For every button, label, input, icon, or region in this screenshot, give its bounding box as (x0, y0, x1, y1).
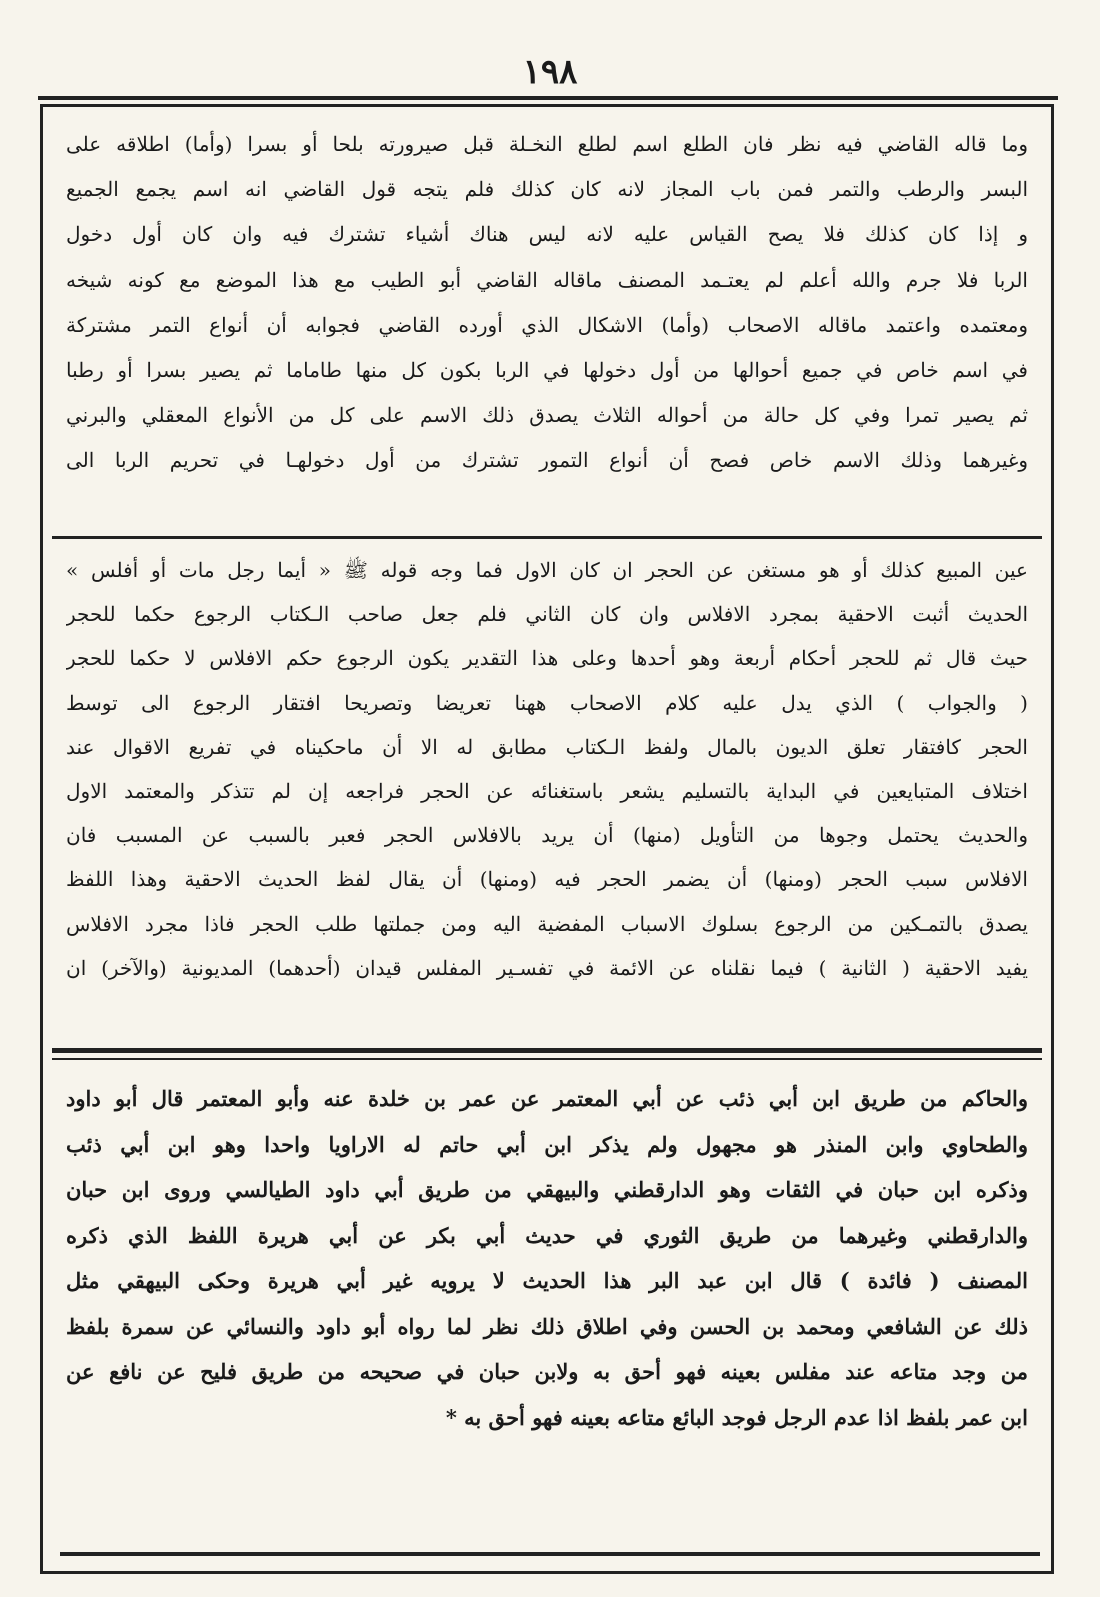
text-line: المصنف ( فائدة ) قال ابن عبد البر هذا الحديث لا يرويه غير أبي هريرة وحكى البيهقي مثل (66, 1268, 1028, 1293)
text-line: الربا فلا جرم والله أعلم لم يعتـمد المصنف ماقاله القاضي أبو الطيب مع هذا الموضع مع كونه شيخه (66, 267, 1028, 292)
page-number-text: ١٩٨ (522, 52, 578, 92)
text-line: من وجد متاعه عند مفلس بعينه فهو أحق به ولابن حبان في صحيحه من طريق فليح عن نافع عن (66, 1359, 1028, 1384)
text-line: وما قاله القاضي فيه نظر فان الطلع اسم لطلع النخـلة قبل صيرورته بلحا أو بسرا (وأما) اطلاقه على (66, 132, 1028, 156)
text-line: الحديث أثبت الاحقية بمجرد الافلاس وان كان الثاني فلم جعل صاحب الـكتاب الرجوع حكما للحجر (66, 602, 1028, 627)
text-line: وذكره ابن حبان في الثقات وهو الدارقطني والبيهقي من طريق أبي داود الطيالسي وروى ابن حبان (66, 1177, 1028, 1202)
text-line: عين المبيع كذلك أو هو مستغن عن الحجر ان كان الاول فما وجه قوله ﷺ « أيما رجل مات أو أفلس » (66, 558, 1028, 582)
text-line: ومعتمده واعتمد ماقاله الاصحاب (وأما) الاشكال الذي أورده القاضي فجوابه أن أنواع التمر مشتركة (66, 312, 1028, 337)
text-line: الافلاس سبب الحجر (ومنها) أن يضمر الحجر فيه (ومنها) أن يقال لفظ الحديث الاحقية وهذا اللفظ (66, 867, 1028, 892)
text-line: ( والجواب ) الذي يدل عليه كلام الاصحاب ههنا تعريضا وتصريحا افتقار الرجوع الى توسط (66, 690, 1028, 715)
section-divider-thick (52, 1048, 1042, 1053)
text-line: الحجر كافتقار تعلق الديون بالمال ولفظ الـكتاب مطابق له الا أن ماحكيناه في تفريع الاقوال عند (66, 734, 1028, 759)
text-line: البسر والرطب والتمر فمن باب المجاز لانه كان كذلك فلم يتجه قول القاضي انه اسم يجمع الجميع (66, 177, 1028, 202)
text-line: و إذا كان كذلك فلا يصح القياس عليه لانه ليس هناك أشياء تشترك فيه وان كان أول دخول (66, 222, 1028, 247)
text-line: ثم يصير تمرا وفي كل حالة من أحواله الثلاث يصدق ذلك الاسم على كل من الأنواع المعقلي والبرني (66, 403, 1028, 428)
text-line: حيث قال ثم للحجر أحكام أربعة وهو أحدها وعلى هذا التقدير يكون الرجوع حكم الافلاس لا حكما للحجر (66, 646, 1028, 671)
text-line: ابن عمر بلفظ اذا عدم الرجل فوجد البائع متاعه بعينه فهو أحق به * (445, 1404, 1028, 1430)
text-line: والحاكم من طريق ابن أبي ذئب عن أبي المعتمر عن عمر بن خلدة عنه وأبو المعتمر قال أبو داود (66, 1086, 1028, 1111)
text-line: يصدق بالتمـكين من الرجوع بسلوك الاسباب المفضية اليه ومن جملتها طلب الحجر فاذا مجرد الافلاس (66, 911, 1028, 936)
text-line: والدارقطني وغيرهما من طريق الثوري في حديث أبي بكر عن أبي هريرة اللفظ الذي ذكره (66, 1222, 1028, 1248)
page-number (0, 52, 1100, 92)
text-line: والحديث يحتمل وجوها من التأويل (منها) أن يريد بالافلاس الحجر فعبر بالسبب عن المسبب فان (66, 823, 1028, 848)
top-rule (38, 96, 1058, 100)
text-line: في اسم خاص في جميع أحوالها من أول دخولها في الربا بكون كل منها طاماما ثم يصير بسرا أو رطبا (66, 358, 1028, 383)
section-hadith-notes (52, 1076, 1042, 1548)
text-line: ذلك عن الشافعي ومحمد بن الحسن وفي اطلاق ذلك نظر لما رواه أبو داود والنسائي عن سمرة بلفظ (66, 1313, 1028, 1339)
section-divider-thin (52, 1058, 1042, 1060)
text-line: وغيرهما وذلك الاسم خاص فصح أن أنواع التمور تشترك من أول دخولهـا في تحريم الربا الى (66, 448, 1028, 473)
section-main-text (52, 122, 1042, 530)
text-line: والطحاوي وابن المنذر هو مجهول ولم يذكر ابن أبي حاتم له الاراويا واحدا وهو ابن أبي ذئب (66, 1131, 1028, 1157)
text-line: اختلاف المتبايعين في البداية بالتسليم يشعر باستغنائه عن الحجر فراجعه إن لم تتذكر والمعتمد الاول (66, 779, 1028, 804)
section-divider (52, 536, 1042, 539)
bottom-rule (60, 1552, 1040, 1556)
section-commentary (52, 548, 1042, 1038)
text-line: يفيد الاحقية ( الثانية ) فيما نقلناه عن الائمة في تفسـير المفلس قيدان (أحدهما) المديونية (والآخر) ان (66, 955, 1028, 980)
